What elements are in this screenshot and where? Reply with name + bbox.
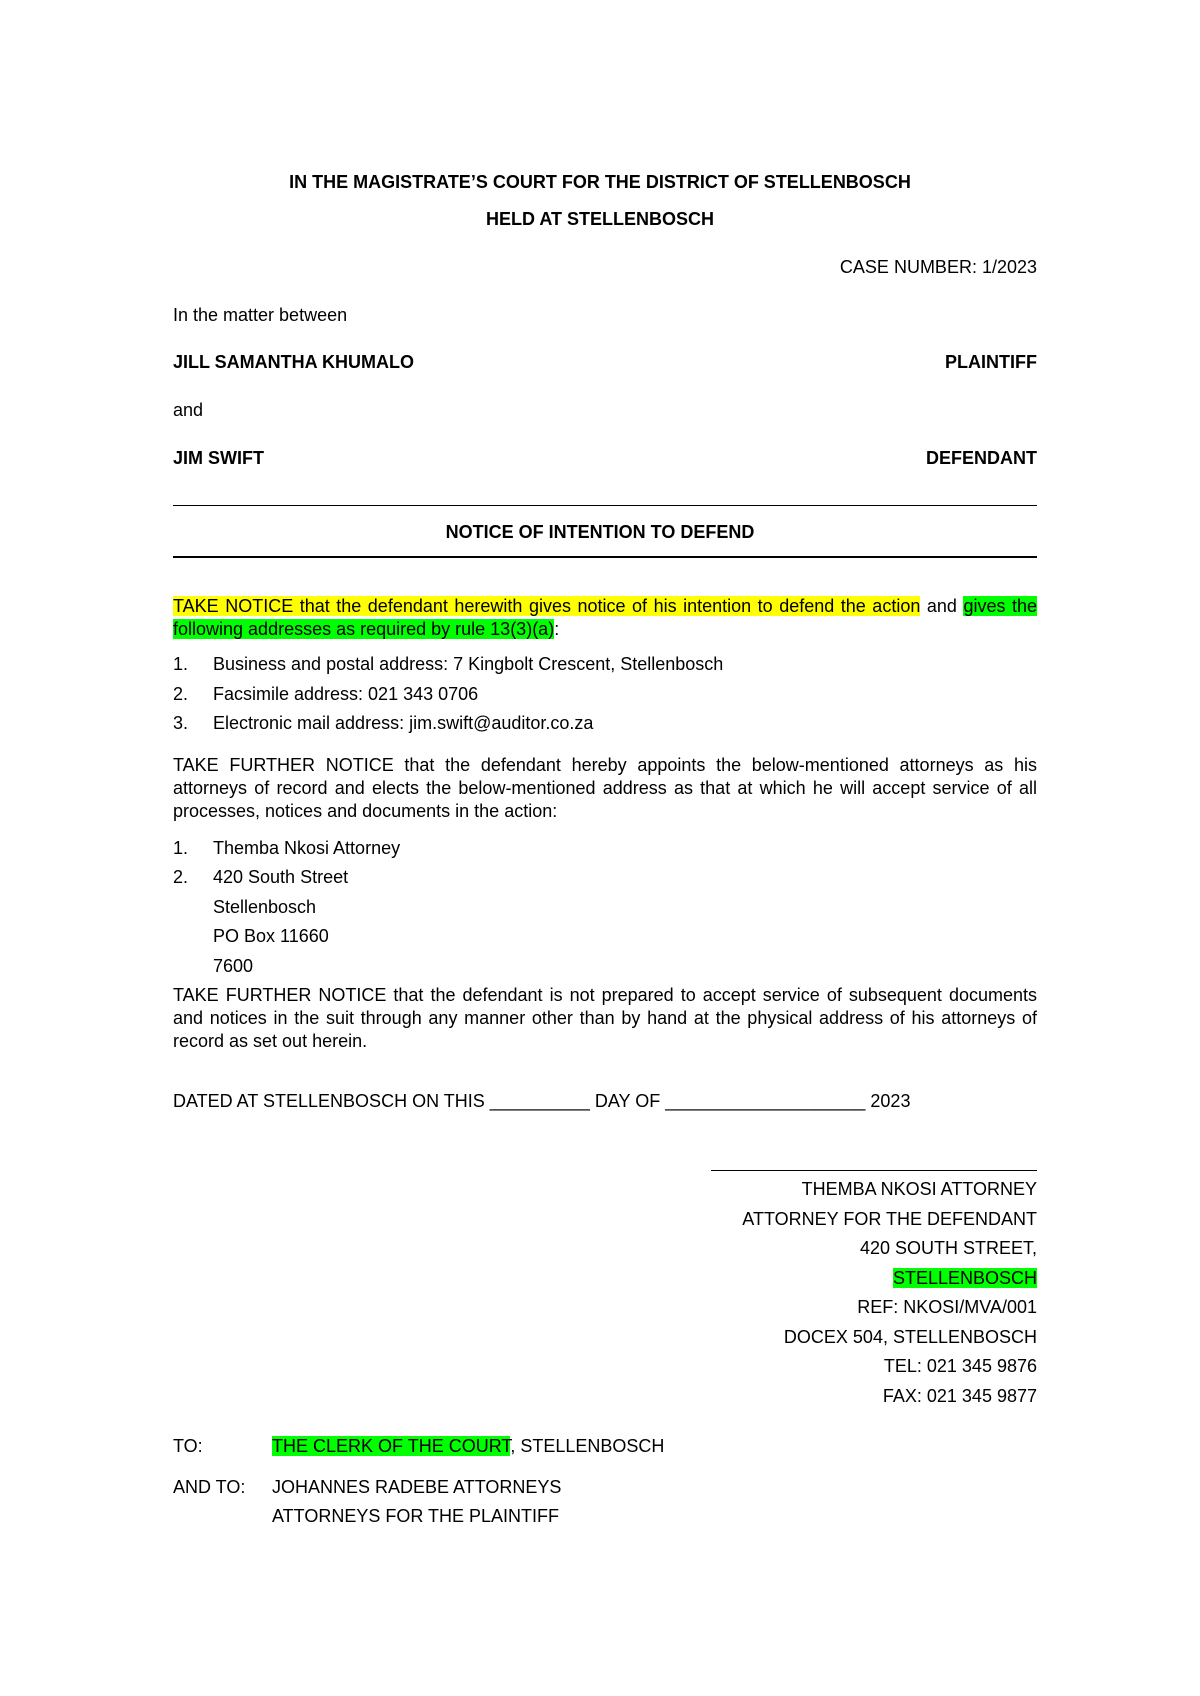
conjunction-and: and: [173, 400, 204, 420]
to-recipient-rest: , STELLENBOSCH: [510, 1436, 665, 1456]
take-notice-colon: :: [554, 619, 560, 639]
attorney-address-line: Stellenbosch: [213, 897, 317, 917]
further-notice-1-paragraph: TAKE FURTHER NOTICE that the defendant hereby appoints the below-mentioned attorneys as his attorneys of record and elects the below-mentioned address as that at which he will accept service of all processes, notices and documents in the action:: [173, 755, 1037, 821]
address-item-number: 2.: [173, 684, 189, 704]
attorney-address-line: 7600: [213, 956, 254, 976]
attorney-street-item: 420 South Street: [213, 867, 349, 887]
plaintiff-name: JILL SAMANTHA KHUMALO: [173, 352, 414, 372]
to-recipient: [272, 1436, 664, 1457]
signature-docex: DOCEX 504, STELLENBOSCH: [783, 1327, 1037, 1347]
bottom-divider: [173, 556, 1037, 558]
take-notice-highlight-green: gives the following addresses as required by rule 13(3)(a): [173, 596, 1037, 639]
take-notice-highlight-yellow: TAKE NOTICE that the defendant herewith gives notice of his intention to defend the action: [173, 596, 921, 616]
signature-fax: FAX: 021 345 9877: [882, 1386, 1037, 1406]
signature-line: [711, 1170, 1037, 1171]
signature-reference: REF: NKOSI/MVA/001: [857, 1297, 1037, 1317]
and-to-label: AND TO:: [173, 1477, 246, 1497]
signature-telephone: TEL: 021 345 9876: [883, 1356, 1037, 1376]
and-to-recipient-role: ATTORNEYS FOR THE PLAINTIFF: [272, 1506, 560, 1526]
held-at-heading: HELD AT STELLENBOSCH: [486, 209, 714, 229]
address-business-postal: Business and postal address: 7 Kingbolt Crescent, Stellenbosch: [213, 654, 724, 674]
further-notice-2-paragraph: TAKE FURTHER NOTICE that the defendant is not prepared to accept service of subsequent documents and notices in the suit through any manner other than by hand at the physical address of his attorneys of record as set out herein.: [173, 985, 1037, 1051]
court-heading: IN THE MAGISTRATE’S COURT FOR THE DISTRICT OF STELLENBOSCH: [289, 172, 911, 192]
and-to-recipient-name: JOHANNES RADEBE ATTORNEYS: [272, 1477, 562, 1497]
matter-intro: In the matter between: [173, 305, 348, 325]
defendant-role: DEFENDANT: [926, 448, 1037, 468]
signature-street: 420 SOUTH STREET,: [859, 1238, 1037, 1258]
address-item-number: 1.: [173, 654, 189, 674]
attorney-item-number: 2.: [173, 867, 189, 887]
address-email: Electronic mail address: jim.swift@auditor.co.za: [213, 713, 594, 733]
dated-line: DATED AT STELLENBOSCH ON THIS __________ DAY OF ____________________ 2023: [173, 1091, 911, 1111]
to-recipient-highlight: THE CLERK OF THE COURT: [272, 1436, 511, 1456]
top-divider: [173, 505, 1037, 506]
take-notice-and: and: [920, 596, 964, 616]
attorney-address-line: PO Box 11660: [213, 926, 329, 946]
to-label: TO:: [173, 1436, 203, 1456]
signature-city-highlight: STELLENBOSCH: [892, 1268, 1037, 1288]
case-number: CASE NUMBER: 1/2023: [839, 257, 1037, 277]
defendant-name: JIM SWIFT: [173, 448, 264, 468]
signature-attorney-name: THEMBA NKOSI ATTORNEY: [801, 1179, 1037, 1199]
attorney-item-number: 1.: [173, 838, 189, 858]
signature-city: [893, 1268, 1037, 1289]
notice-title: NOTICE OF INTENTION TO DEFEND: [445, 522, 755, 542]
address-facsimile: Facsimile address: 021 343 0706: [213, 684, 479, 704]
signature-attorney-role: ATTORNEY FOR THE DEFENDANT: [742, 1209, 1037, 1229]
take-notice-paragraph: [173, 595, 1037, 641]
attorney-name-item: Themba Nkosi Attorney: [213, 838, 401, 858]
plaintiff-role: PLAINTIFF: [945, 352, 1037, 372]
address-item-number: 3.: [173, 713, 189, 733]
